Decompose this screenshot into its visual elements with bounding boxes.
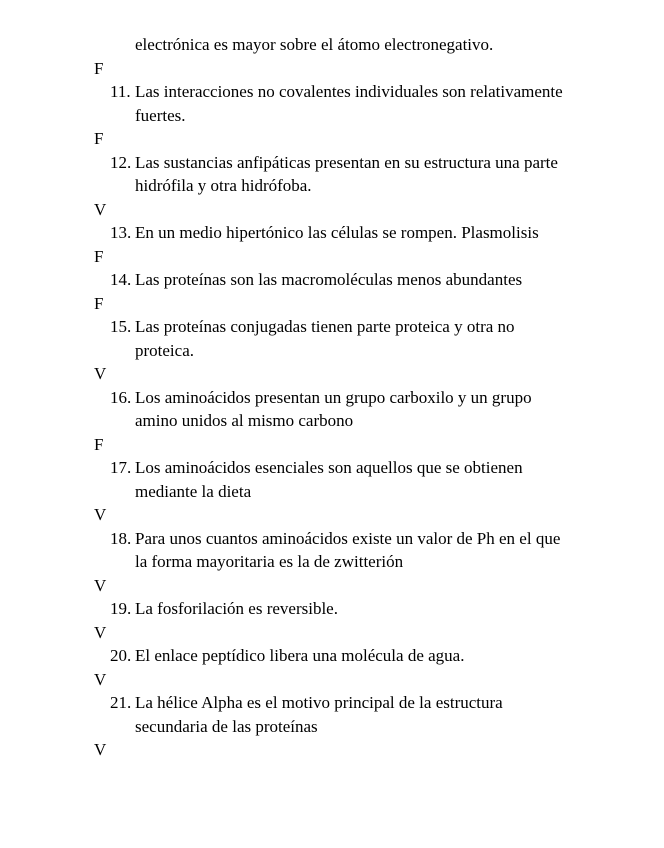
answer-mark: V	[94, 622, 107, 642]
answer-mark: V	[94, 669, 107, 689]
continuation-text: electrónica es mayor sobre el átomo electronegativo.	[135, 35, 494, 54]
question-number: 13.	[110, 223, 132, 242]
question-number: 14.	[110, 270, 132, 289]
answer-mark: F	[94, 58, 104, 78]
question-number: 15.	[110, 317, 132, 336]
question-text: El enlace peptídico libera una molécula de agua.	[135, 646, 465, 665]
answer-mark: F	[94, 246, 104, 266]
question-text: Los aminoácidos presentan un grupo carboxilo y un grupo amino unidos al mismo carbono	[135, 387, 532, 430]
question-item	[0, 644, 664, 691]
question-item	[0, 151, 664, 222]
question-text: La hélice Alpha es el motivo principal de la estructura secundaria de las proteínas	[135, 693, 503, 736]
question-item	[0, 597, 664, 644]
question-item	[0, 691, 664, 762]
question-item	[0, 527, 664, 598]
question-number: 11.	[110, 82, 131, 101]
question-item	[0, 221, 664, 268]
answer-mark: F	[94, 293, 104, 313]
question-number: 17.	[110, 458, 132, 477]
question-number: 16.	[110, 387, 132, 407]
question-item	[0, 386, 664, 457]
question-text: Para unos cuantos aminoácidos existe un valor de Ph en el que la forma mayoritaria es la de zwitterión	[135, 528, 561, 571]
answer-mark: V	[94, 199, 107, 219]
answer-mark: F	[94, 129, 104, 148]
question-number: 20.	[110, 646, 132, 665]
document-page	[0, 33, 664, 762]
question-text: Las interacciones no covalentes individuales son relativamente fuertes.	[135, 82, 563, 125]
question-item	[0, 80, 664, 151]
question-number: 12.	[110, 152, 132, 172]
question-text: La fosforilación es reversible.	[135, 599, 338, 618]
question-number: 19.	[110, 599, 132, 618]
question-number: 18.	[110, 528, 132, 548]
answer-mark: F	[94, 434, 104, 454]
question-text: Las proteínas son las macromoléculas menos abundantes	[135, 270, 523, 289]
answer-mark: V	[94, 364, 107, 383]
question-item	[0, 268, 664, 315]
question-number: 21.	[110, 693, 132, 712]
answer-mark: V	[94, 505, 107, 524]
question-item	[0, 456, 664, 527]
question-text: Las sustancias anfipáticas presentan en su estructura una parte hidrófila y otra hidrófoba.	[135, 152, 558, 195]
question-text: Los aminoácidos esenciales son aquellos que se obtienen mediante la dieta	[135, 458, 523, 501]
question-text: Las proteínas conjugadas tienen parte proteica y otra no proteica.	[135, 317, 515, 360]
answer-mark: V	[94, 575, 107, 595]
question-item	[0, 315, 664, 386]
answer-mark: V	[94, 740, 107, 759]
question-text: En un medio hipertónico las células se rompen. Plasmolisis	[135, 223, 539, 242]
